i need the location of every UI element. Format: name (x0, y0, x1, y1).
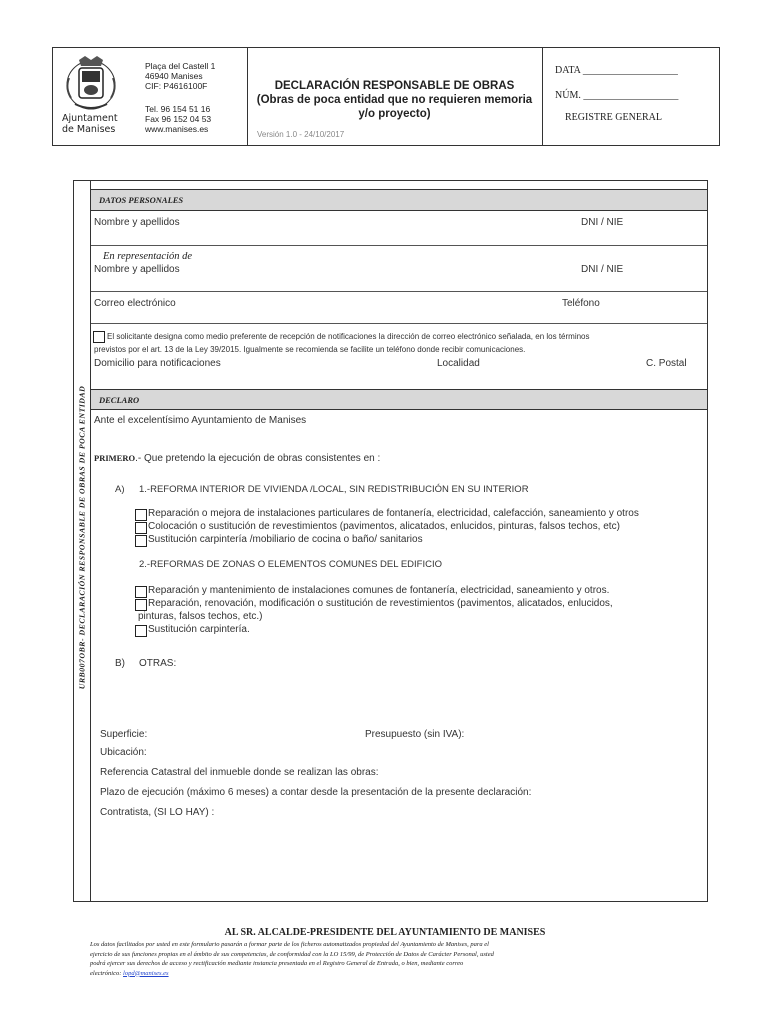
privacy-notice: Los datos facilitados por usted en este formulario pasarán a formar parte de los ficheros automatizados propiedad del Ayuntamiento de Manises, para el ejercicio de sus funciones propias en el ámbito de sus competencias, de conformidad con la LO 15/99, de Protección de Datos de Carácter Personal, usted podrá ejercer sus derechos de acceso y rectificación mediante instancia presentada en el Registro General de Entrada, o bien, mediante correo electrónico: lopd@manises.es (90, 941, 494, 977)
dni-label[interactable]: DNI / NIE (581, 217, 624, 228)
divider (91, 323, 707, 324)
plazo-ejecucion-label[interactable]: Plazo de ejecución (máximo 6 meses) a contar desde la presentación de la presente declaración: (100, 787, 532, 798)
document-header (52, 47, 720, 146)
num-field[interactable]: NÚM. ___________________ (555, 90, 679, 101)
carpinteria-cocina-checkbox[interactable] (135, 535, 147, 547)
divider (91, 291, 707, 292)
renovacion-revestimientos-label: Reparación, renovación, modificación o sustitución de revestimientos (pavimentos, alicatados, enlucidos, (148, 598, 613, 609)
zonas-comunes-title: 2.-REFORMAS DE ZONAS O ELEMENTOS COMUNES DEL EDIFICIO (139, 559, 442, 570)
sustitucion-carpinteria-checkbox[interactable] (135, 625, 147, 637)
option-a-label: A) (115, 484, 125, 495)
header-logo-cell (53, 48, 248, 145)
telefono-label[interactable]: Teléfono (562, 298, 600, 309)
section-datos-personales: DATOS PERSONALES (91, 189, 707, 211)
nombre-representado-label[interactable]: Nombre y apellidos (94, 264, 180, 275)
logo-caption: Ajuntament de Manises (62, 113, 118, 135)
renovacion-revestimientos-label-cont: pinturas, falsos techos, etc.) (138, 611, 263, 622)
side-label: URB007OBR- DECLARACIÓN RESPONSABLE DE OBRAS DE POCA ENTIDAD (77, 385, 87, 690)
ubicacion-label[interactable]: Ubicación: (100, 747, 147, 758)
coat-of-arms-icon (61, 54, 121, 112)
mantenimiento-comunes-checkbox[interactable] (135, 586, 147, 598)
mantenimiento-comunes-label: Reparación y mantenimiento de instalaciones comunes de fontanería, electricidad, saneamiento y otros. (148, 585, 610, 596)
localidad-label[interactable]: Localidad (437, 358, 480, 369)
reparacion-instalaciones-checkbox[interactable] (135, 509, 147, 521)
addressee-title: AL SR. ALCALDE-PRESIDENTE DEL AYUNTAMIENTO DE MANISES (224, 927, 546, 938)
nombre-label[interactable]: Nombre y apellidos (94, 217, 180, 228)
renovacion-revestimientos-checkbox[interactable] (135, 599, 147, 611)
revestimientos-label: Colocación o sustitución de revestimientos (pavimentos, alicatados, enlucidos, pinturas, falsos techos, etc) (148, 521, 620, 532)
ante-text: Ante el excelentísimo Ayuntamiento de Manises (94, 415, 307, 426)
address-block: Plaça del Castell 1 46940 Manises CIF: P4616100F (145, 61, 216, 91)
form-body (90, 180, 708, 902)
dni-representado-label[interactable]: DNI / NIE (581, 264, 624, 275)
representacion-label: En representación de (103, 251, 193, 262)
sustitucion-carpinteria-label: Sustitución carpintería. (148, 624, 250, 635)
otras-label[interactable]: OTRAS: (139, 658, 177, 669)
header-registry-cell (543, 48, 719, 145)
superficie-label[interactable]: Superficie: (100, 729, 148, 740)
carpinteria-cocina-label: Sustitución carpintería /mobiliario de cocina o baño/ sanitarios (148, 534, 423, 545)
contact-block: Tel. 96 154 51 16 Fax 96 152 04 53 www.manises.es (145, 104, 212, 134)
section-declaro: DECLARO (91, 389, 707, 410)
revestimientos-checkbox[interactable] (135, 522, 147, 534)
domicilio-label[interactable]: Domicilio para notificaciones (94, 358, 221, 369)
referencia-catastral-label[interactable]: Referencia Catastral del inmueble donde se realizan las obras: (100, 767, 379, 778)
side-label-strip (73, 180, 91, 902)
notificaciones-text-line2: previstos por el art. 13 de la Ley 39/2015. Igualmente se recomienda se facilite un teléfono donde recibir comunicaciones. (94, 345, 526, 354)
data-field[interactable]: DATA ___________________ (555, 65, 678, 76)
presupuesto-label[interactable]: Presupuesto (sin IVA): (365, 729, 465, 740)
notificaciones-text-line1: El solicitante designa como medio preferente de recepción de notificaciones la dirección de correo electrónico señalada, en los términos (107, 332, 590, 341)
reparacion-instalaciones-label: Reparación o mejora de instalaciones particulares de fontanería, electricidad, calefacción, saneamiento y otros (148, 508, 639, 519)
version-label: Versión 1.0 - 24/10/2017 (257, 130, 345, 139)
notificaciones-checkbox[interactable] (93, 331, 105, 343)
document-title: DECLARACIÓN RESPONSABLE DE OBRAS (Obras de poca entidad que no requieren memoria y/o proyecto) (256, 80, 533, 120)
divider (91, 245, 707, 246)
contratista-label[interactable]: Contratista, (SI LO HAY) : (100, 807, 215, 818)
cpostal-label[interactable]: C. Postal (646, 358, 687, 369)
primero-line (94, 448, 380, 466)
lopd-email-link[interactable]: lopd@manises.es (123, 969, 169, 977)
reforma-interior-title: 1.-REFORMA INTERIOR DE VIVIENDA /LOCAL, SIN REDISTRIBUCIÓN EN SU INTERIOR (139, 484, 529, 495)
primero-label: PRIMERO (94, 453, 136, 463)
header-title-cell (247, 48, 543, 145)
option-b-label: B) (115, 658, 125, 669)
registre-label: REGISTRE GENERAL (565, 112, 662, 123)
correo-label[interactable]: Correo electrónico (94, 298, 176, 309)
primero-text: .- Que pretendo la ejecución de obras consistentes en : (135, 453, 381, 464)
